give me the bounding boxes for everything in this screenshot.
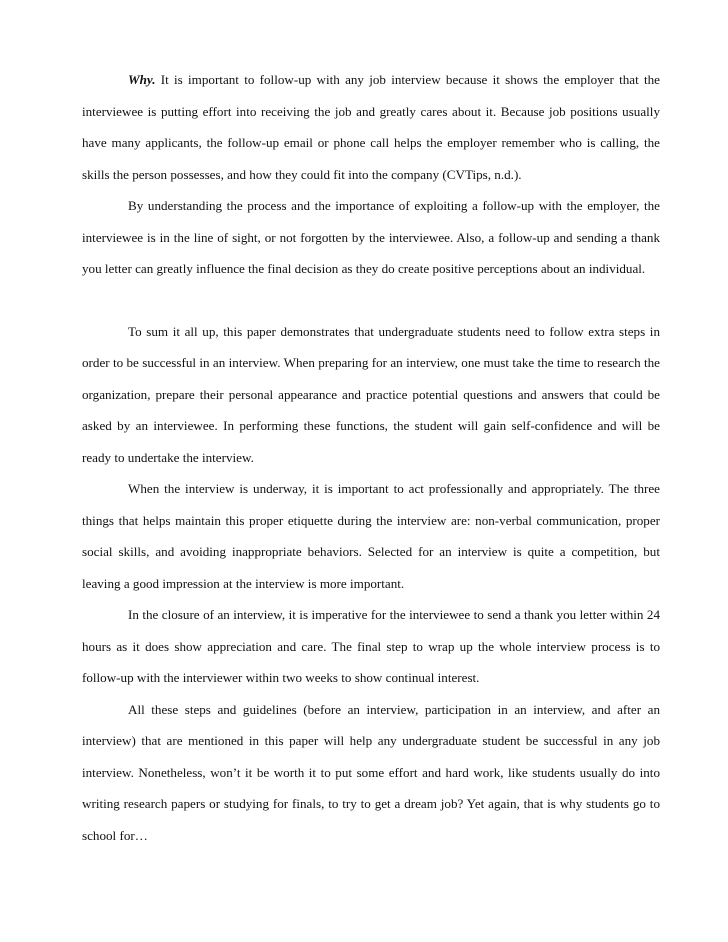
- paragraph-interview-underway: When the interview is underway, it is important to act professionally and appropriately. The three things that helps maintain this proper etiquette during the interview are: non-verbal communication, proper social skills, and avoiding inappropriate behaviors. Selected for an interview is quite a competition, but leaving a good impression at the interview is more important.: [82, 481, 660, 591]
- paragraph-closure: In the closure of an interview, it is imperative for the interviewee to send a thank you letter within 24 hours as it does show appreciation and care. The final step to wrap up the whole interview process is to follow-up with the interviewer within two weeks to show continual interest.: [82, 607, 660, 685]
- document-body: [82, 64, 660, 851]
- paragraph-text: It is important to follow-up with any job interview because it shows the employer that the interviewee is putting effort into receiving the job and greatly cares about it. Because job positions usually have many applicants, the follow-up email or phone call helps the employer remember who is calling, the skills the person possesses, and how they could fit into the company (CVTips, n.d.).: [82, 72, 660, 182]
- paragraph-why: [82, 64, 660, 190]
- paragraph-understanding-process: By understanding the process and the importance of exploiting a follow-up with the employer, the interviewee is in the line of sight, or not forgotten by the interviewee. Also, a follow-up and sending a thank you letter can greatly influence the final decision as they do create positive perceptions about an individual.: [82, 198, 660, 276]
- paragraph-conclusion: All these steps and guidelines (before an interview, participation in an interview, and after an interview) that are mentioned in this paper will help any undergraduate student be successful in any job interview. Nonetheless, won’t it be worth it to put some effort and hard work, like students usually do into writing research papers or studying for finals, to try to get a dream job? Yet again, that is why students go to school for…: [82, 701, 660, 843]
- paragraph-sum-up: To sum it all up, this paper demonstrates that undergraduate students need to follow extra steps in order to be successful in an interview. When preparing for an interview, one must take the time to research the organization, prepare their personal appearance and practice potential questions and answers that could be asked by an interviewee. In performing these functions, the student will gain self-confidence and will be ready to undertake the interview.: [82, 323, 660, 465]
- run-in-heading: Why.: [128, 72, 156, 87]
